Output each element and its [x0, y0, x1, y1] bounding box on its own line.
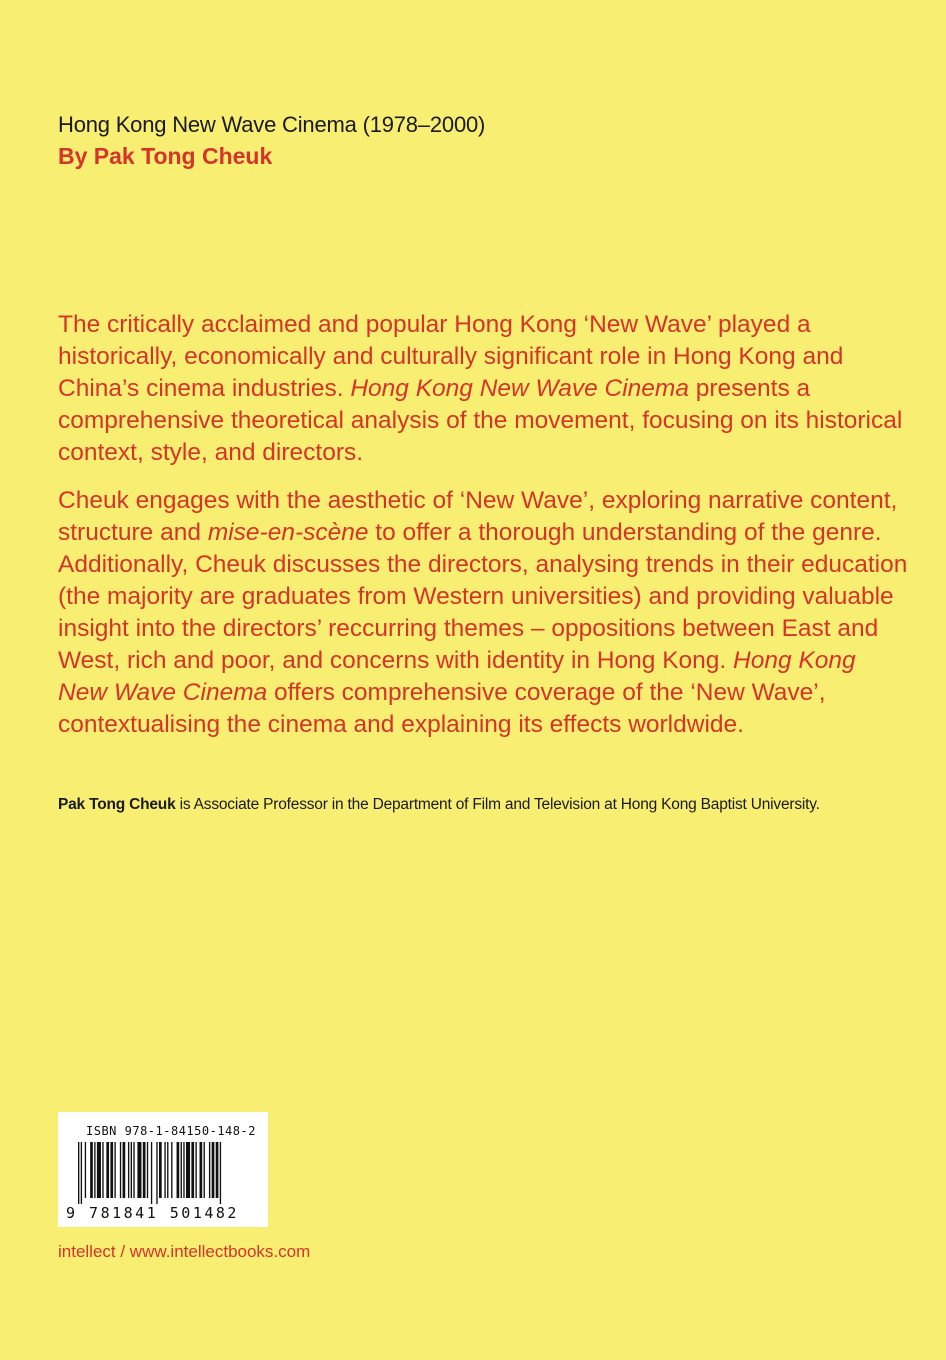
bio-author-name: Pak Tong Cheuk	[58, 796, 176, 813]
barcode-bar	[216, 1142, 219, 1198]
barcode-bar	[81, 1142, 82, 1204]
barcode-bar	[85, 1142, 86, 1198]
barcode-bar	[167, 1142, 168, 1198]
barcode-bar	[123, 1142, 126, 1198]
barcode-bar	[110, 1142, 113, 1198]
barcode-bar	[128, 1142, 129, 1198]
barcode-bar	[159, 1142, 162, 1198]
barcode-bar	[90, 1142, 93, 1198]
isbn-label: ISBN 978-1-84150-148-2	[86, 1124, 256, 1138]
barcode-bar	[133, 1142, 134, 1198]
barcode-bar	[171, 1142, 172, 1198]
blurb-p2-term: mise-en-scène	[207, 519, 369, 546]
blurb	[58, 309, 908, 757]
barcode-bar	[181, 1142, 182, 1198]
barcode-bar	[151, 1142, 152, 1204]
barcode-bar	[200, 1142, 203, 1198]
author-bio	[58, 796, 918, 814]
barcode-bar	[147, 1142, 148, 1198]
blurb-paragraph-2	[58, 485, 908, 741]
isbn-barcode	[58, 1112, 268, 1227]
author-line: By Pak Tong Cheuk	[58, 143, 273, 169]
barcode-bar	[220, 1142, 221, 1204]
barcode-bar	[94, 1142, 95, 1198]
barcode-bar	[156, 1142, 157, 1204]
barcode-bar	[131, 1142, 132, 1198]
barcode-bars	[78, 1142, 250, 1204]
barcode-bar	[114, 1142, 115, 1198]
barcode-bar	[209, 1142, 210, 1198]
barcode-bar	[143, 1142, 146, 1198]
barcode-bar	[195, 1142, 196, 1198]
barcode-bar	[204, 1142, 205, 1198]
blurb-p1-text-b: presents a comprehensive theoretical analysis of the movement, focusing on its historical context, style, and directors.	[58, 375, 903, 466]
book-title: Hong Kong New Wave Cinema (1978–2000)	[58, 112, 486, 137]
barcode-bar	[177, 1142, 180, 1198]
blurb-p1-text-a: The critically acclaimed and popular Hong Kong ‘New Wave’ played a historically, economically and culturally significant role in Hong Kong and China’s cinema industries.	[58, 311, 844, 402]
blurb-paragraph-1	[58, 309, 908, 469]
barcode-bar	[120, 1142, 121, 1198]
barcode-bar	[183, 1142, 184, 1198]
bio-text: is Associate Professor in the Department of Film and Television at Hong Kong Baptist University.	[175, 796, 820, 813]
publisher-footer: intellect / www.intellectbooks.com	[58, 1242, 311, 1261]
blurb-p2-title: Hong Kong New Wave Cinema	[58, 647, 856, 706]
barcode-bar	[164, 1142, 165, 1198]
barcode-bar	[102, 1142, 103, 1198]
barcode-bar	[186, 1142, 190, 1198]
barcode-bar	[191, 1142, 194, 1198]
blurb-p2-text-c: offers comprehensive coverage of the ‘New Wave’, contextualising the cinema and explaining its effects worldwide.	[58, 679, 826, 738]
barcode-digits: 9 781841 501482	[66, 1204, 239, 1222]
blurb-p1-title: Hong Kong New Wave Cinema	[350, 375, 689, 402]
barcode-bar	[212, 1142, 215, 1198]
blurb-p2-text-a: Cheuk engages with the aesthetic of ‘New Wave’, exploring narrative content, structure and	[58, 487, 898, 546]
barcode-bar	[78, 1142, 79, 1204]
barcode-bar	[106, 1142, 109, 1198]
blurb-p2-text-b: to offer a thorough understanding of the genre. Additionally, Cheuk discusses the directors, analysing trends in their education (the majority are graduates from Western universities) and providing valuable insight into the directors’ reccurring themes – oppositions between East and West, rich and poor, and concerns with identity in Hong Kong.	[58, 519, 908, 674]
barcode-bar	[137, 1142, 141, 1198]
barcode-bar	[97, 1142, 101, 1198]
